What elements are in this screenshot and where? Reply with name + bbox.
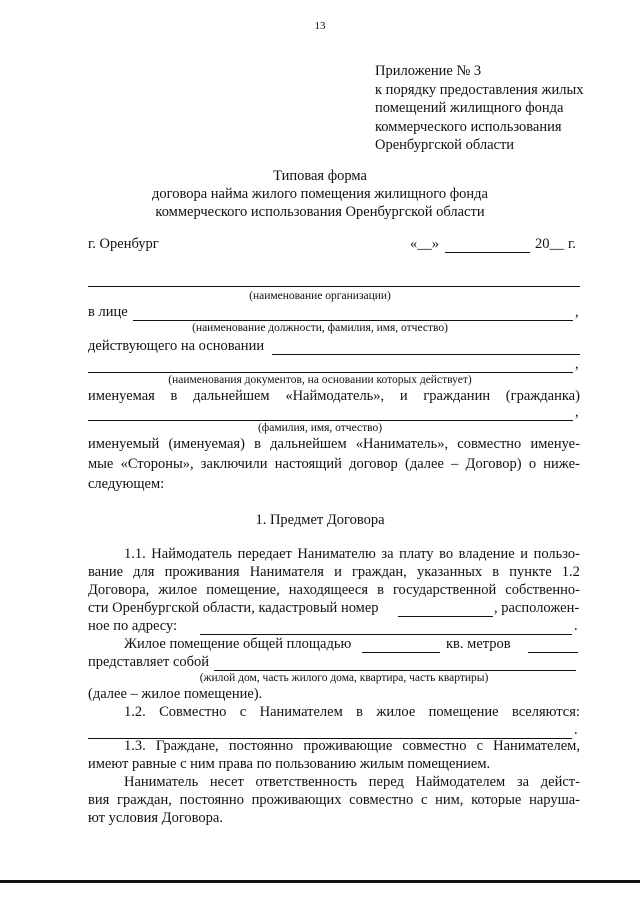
period: . [574, 722, 578, 738]
paragraph-line: , расположен- [494, 600, 580, 616]
scan-bottom-edge [0, 880, 640, 883]
organization-blank[interactable] [88, 286, 580, 287]
position-blank[interactable] [133, 320, 573, 321]
label-v-lice: в лице [88, 304, 128, 320]
label-basis: действующего на основании [88, 338, 265, 354]
paragraph-line: именуемый (именуемая) в дальнейшем «Наниматель», совместно именуе- [88, 436, 580, 452]
form-subtitle: договора найма жилого помещения жилищного фонда [152, 186, 488, 202]
appendix-line: помещений жилищного фонда [375, 100, 564, 116]
cadastral-number-blank[interactable] [398, 616, 493, 617]
label-area: Жилое помещение общей площадью [124, 636, 352, 652]
paragraph-line: Договора, жилое помещение, находящееся в государственной собственно- [88, 582, 580, 598]
date-year-suffix: г. [568, 236, 576, 252]
appendix-line: Приложение № 3 [375, 63, 482, 79]
date-month-blank[interactable] [445, 252, 530, 253]
label-represents: представляет собой [88, 654, 210, 670]
date-year: 20__ [535, 236, 564, 252]
city: г. Оренбург [88, 236, 159, 252]
paragraph-line: 1.2. Совместно с Нанимателем в жилое помещение вселяются: [124, 704, 580, 720]
period: . [574, 618, 578, 634]
paragraph-line: мые «Стороны», заключили настоящий договор (далее – Договор) о ниже- [88, 456, 580, 472]
area-blank-2[interactable] [528, 652, 578, 653]
basis-blank-2[interactable] [88, 372, 573, 373]
paragraph-line: сти Оренбургской области, кадастровый номер [88, 600, 379, 616]
premises-type-blank[interactable] [214, 670, 576, 671]
comma: , [575, 304, 579, 320]
paragraph-line: вание для проживания Нанимателя и граждан, указанных в пункте 1.2 [88, 564, 580, 580]
comma: , [575, 404, 579, 420]
paragraph-line: следующем: [88, 476, 165, 492]
basis-blank[interactable] [272, 354, 580, 355]
date-day: «__» [410, 236, 439, 252]
caption-premises-type: (жилой дом, часть жилого дома, квартира, часть квартиры) [199, 672, 489, 684]
paragraph-line: 1.3. Граждане, постоянно проживающие совместно с Нанимателем, [124, 738, 580, 754]
area-blank[interactable] [362, 652, 440, 653]
label-sq-meters: кв. метров [446, 636, 511, 652]
caption-organization: (наименование организации) [249, 290, 391, 302]
appendix-line: коммерческого использования [375, 118, 562, 135]
line-imenuemaya: именуемая в дальнейшем «Наймодатель», и гражданин (гражданка) [88, 388, 580, 404]
paragraph-line: 1.1. Наймодатель передает Нанимателю за плату во владение и пользо- [124, 546, 580, 562]
appendix-block [375, 62, 615, 155]
citizen-blank[interactable] [88, 420, 573, 421]
address-blank[interactable] [200, 634, 572, 635]
caption-fio: (фамилия, имя, отчество) [257, 422, 383, 434]
paragraph-line: ют условия Договора. [88, 810, 223, 826]
section-title: 1. Предмет Договора [255, 512, 385, 528]
caption-position: (наименование должности, фамилия, имя, отчество) [192, 322, 448, 334]
form-title: Типовая форма [273, 168, 367, 184]
appendix-line: к порядку предоставления жилых [375, 81, 584, 98]
page-number: 13 [314, 20, 326, 32]
paragraph-line: (далее – жилое помещение). [88, 686, 263, 702]
paragraph-line: вия граждан, постоянно проживающих совместно с ним, которые наруша- [88, 792, 580, 808]
label-address: ное по адресу: [88, 618, 178, 634]
form-subtitle: коммерческого использования Оренбургской области [155, 204, 485, 220]
caption-documents: (наименования документов, на основании которых действует) [168, 374, 472, 386]
paragraph-line: имеют равные с ним права по пользованию жилым помещением. [88, 756, 491, 772]
appendix-line: Оренбургской области [375, 137, 515, 153]
paragraph-line: Наниматель несет ответственность перед Наймодателем за дейст- [124, 774, 580, 790]
comma: , [575, 356, 579, 372]
